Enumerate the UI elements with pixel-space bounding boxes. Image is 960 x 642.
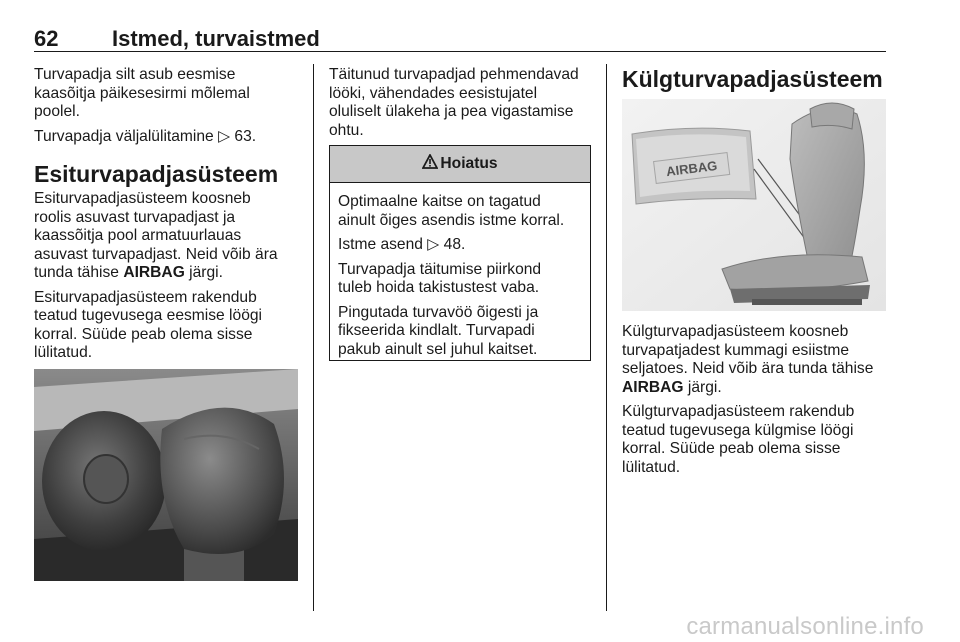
warning-body bbox=[330, 183, 590, 359]
text-line: Täitunud turvapadjad pehmendavad bbox=[329, 66, 579, 83]
text-line: Turvapadja täitumise piirkond bbox=[338, 260, 542, 278]
page-ref: 48. bbox=[443, 236, 466, 253]
front-airbag-photo bbox=[34, 369, 298, 581]
text-line: Külgturvapadjasüsteem koosneb bbox=[622, 323, 849, 340]
arrow-ref-icon[interactable]: ▷ bbox=[427, 236, 440, 253]
text-line: teatud tugevusega eesmise löögi bbox=[34, 307, 262, 324]
warning-paragraph-3 bbox=[338, 261, 582, 298]
watermark: carmanualsonline.info bbox=[686, 613, 924, 640]
text-line: korral. Süüde peab olema sisse bbox=[622, 440, 841, 457]
warning-title: Hoiatus bbox=[440, 155, 498, 172]
text-line: järgi. bbox=[189, 264, 223, 281]
side-airbag-activation-paragraph bbox=[622, 403, 886, 477]
column-1 bbox=[34, 66, 304, 363]
airbag-label-paragraph: Turvapadja silt asub eesmise kaasõitja päikesesirmi mõlemal poolel. bbox=[34, 66, 250, 120]
warning-triangle-icon bbox=[422, 154, 438, 174]
header-rule bbox=[34, 51, 886, 52]
side-airbag-paragraph bbox=[622, 323, 886, 397]
text-line: Esiturvapadjasüsteem rakendub bbox=[34, 288, 257, 306]
page-ref: 63. bbox=[234, 127, 257, 145]
arrow-ref-icon[interactable]: ▷ bbox=[218, 127, 231, 145]
column-3-text bbox=[622, 323, 886, 477]
page-number: 62 bbox=[34, 26, 59, 51]
warning-box bbox=[329, 145, 591, 361]
warning-paragraph-4 bbox=[338, 304, 582, 360]
text-line: roolis asuvast turvapadjast ja bbox=[34, 208, 236, 226]
warning-header bbox=[330, 146, 590, 183]
text-line: lülitatud. bbox=[622, 458, 681, 476]
deactivation-text: Turvapadja väljalülitamine bbox=[34, 127, 214, 145]
airbag-marking: AIRBAG bbox=[622, 378, 684, 396]
front-airbag-heading: Esiturvapadjasüsteem bbox=[34, 161, 279, 187]
text-line: lülitatud. bbox=[34, 344, 93, 361]
column-2 bbox=[329, 66, 595, 140]
text-line: pakub ainult sel juhul kaitset. bbox=[338, 340, 538, 358]
front-airbag-paragraph bbox=[34, 190, 304, 283]
text-line: oluliselt ülakeha ja pea vigastamise bbox=[329, 103, 574, 120]
text-line: Pingutada turvavöö õigesti ja bbox=[338, 303, 539, 321]
airbag-label-text: AIRBAG bbox=[665, 157, 719, 180]
text-line: ohtu. bbox=[329, 121, 364, 139]
text-line: ainult õiges asendis istme korral. bbox=[338, 211, 565, 229]
text-line: turvapatjadest kummagi esiistme bbox=[622, 341, 850, 359]
text-line: lööki, vähendades eesistujatel bbox=[329, 84, 538, 102]
warning-paragraph-1 bbox=[338, 193, 582, 230]
side-airbag-photo bbox=[622, 99, 886, 311]
text-line: kaassõitja pool armatuurlauas bbox=[34, 227, 242, 244]
text-line: järgi. bbox=[687, 378, 722, 396]
text-line: Optimaalne kaitse on tagatud bbox=[338, 193, 541, 210]
text-line: fikseerida kindlalt. Turvapadi bbox=[338, 322, 535, 339]
text-line: teatud tugevusega külgmise löögi bbox=[622, 421, 854, 439]
section-title: Istmed, turvaistmed bbox=[112, 26, 320, 51]
column-divider-1 bbox=[313, 64, 314, 611]
text-line: Istme asend bbox=[338, 236, 423, 253]
airbag-marking: AIRBAG bbox=[123, 264, 185, 281]
text-line: Külgturvapadjasüsteem rakendub bbox=[622, 403, 855, 420]
text-line: seljatoes. Neid võib ära tunda tähise bbox=[622, 360, 874, 377]
warning-paragraph-2 bbox=[338, 236, 582, 255]
deployment-paragraph bbox=[329, 66, 595, 140]
text-line: korral. Süüde peab olema sisse bbox=[34, 325, 253, 343]
deactivation-paragraph bbox=[34, 128, 304, 147]
front-airbag-activation-paragraph bbox=[34, 289, 304, 363]
text-line: asuvast turvapadjast. Neid võib ära bbox=[34, 245, 278, 263]
text-line: tunda tähise bbox=[34, 264, 119, 281]
column-divider-2 bbox=[606, 64, 607, 611]
text-line: Esiturvapadjasüsteem koosneb bbox=[34, 190, 251, 207]
text-line: tuleb hoida takistustest vaba. bbox=[338, 279, 540, 296]
side-airbag-heading: Külgturvapadjasüsteem bbox=[622, 66, 883, 92]
